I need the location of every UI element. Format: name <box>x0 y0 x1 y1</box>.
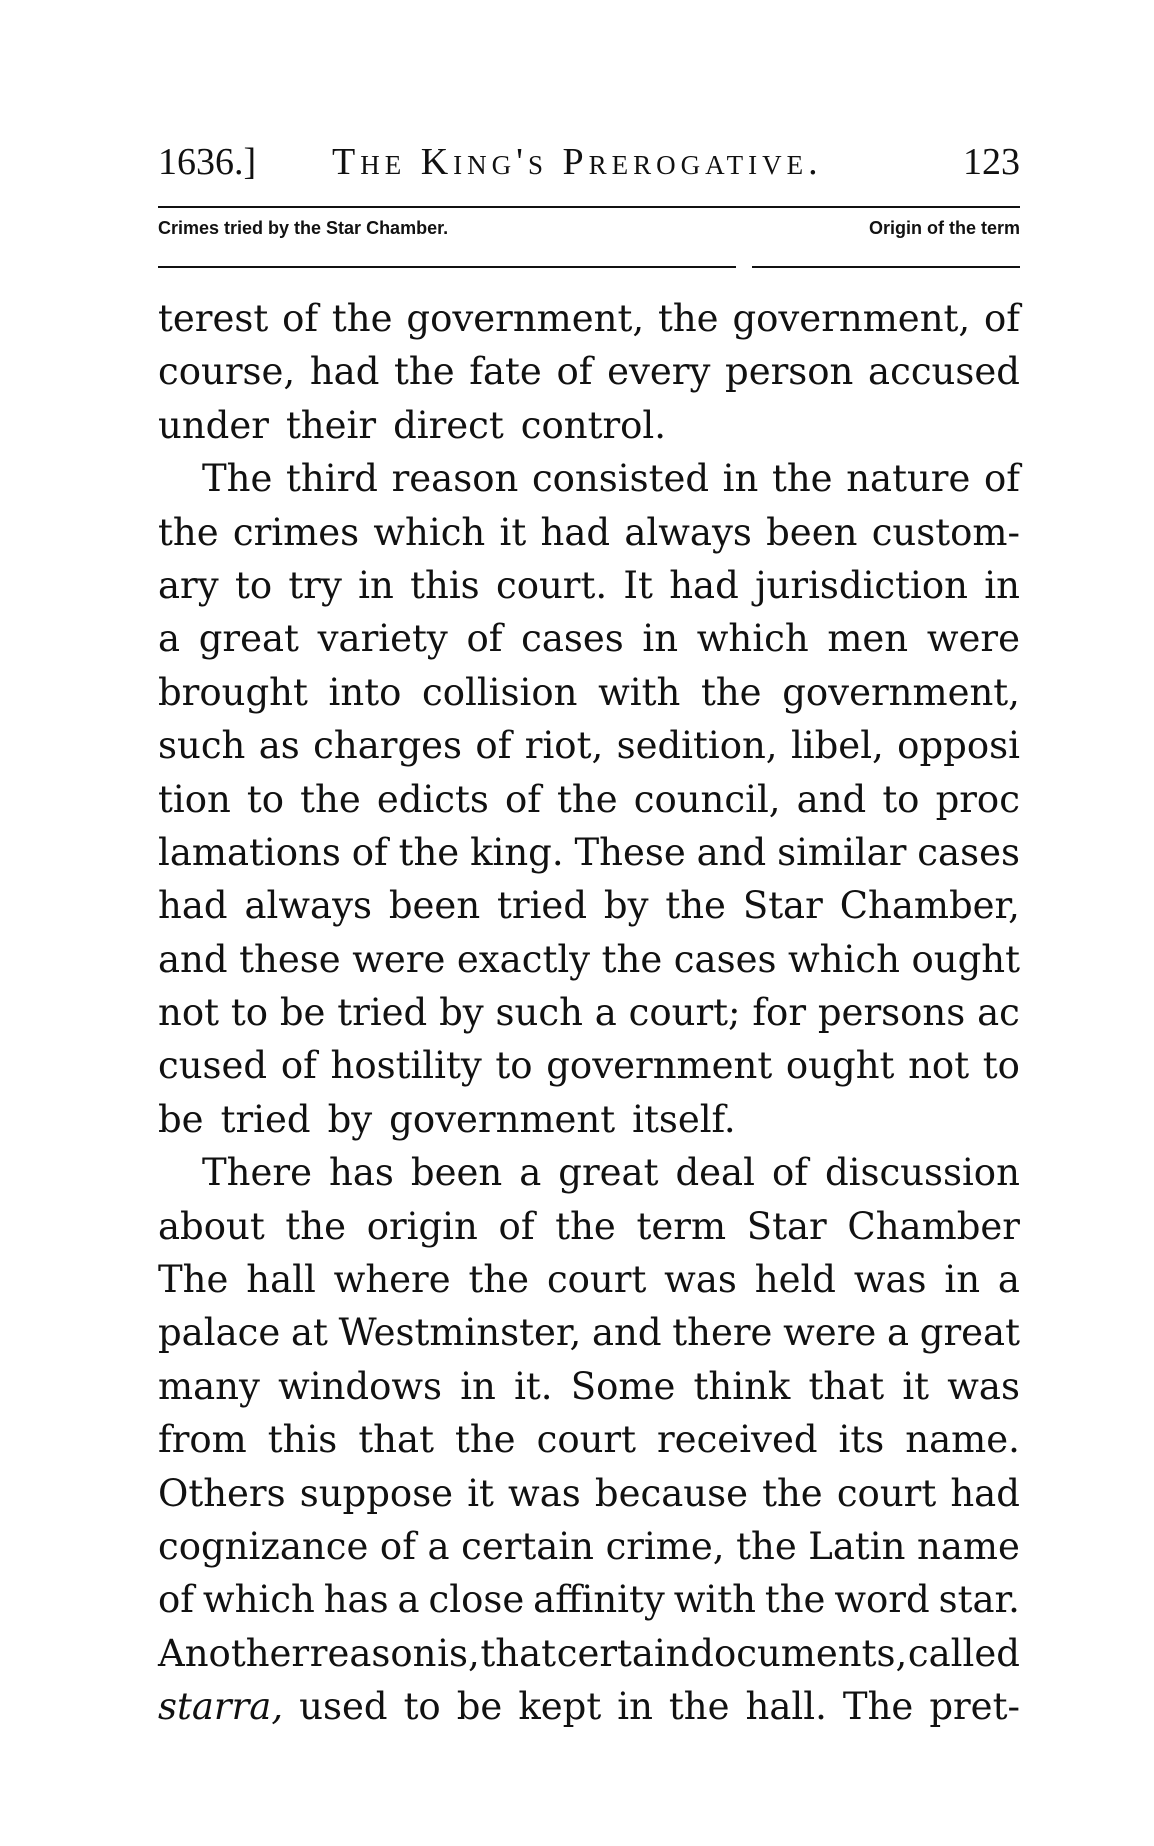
running-head-title: The King's Prerogative. <box>332 141 823 183</box>
sidenote-rule-right <box>752 266 1020 268</box>
text-line: and these were exactly the cases which ought <box>158 937 1020 981</box>
text-line: The hall where the court was held was in a <box>158 1258 1020 1302</box>
text-line: tion to the edicts of the council, and to proc <box>158 777 1020 821</box>
text-line: of which has a close affinity with the word star. <box>158 1578 1020 1622</box>
text-line: be tried by government itself. <box>158 1097 736 1141</box>
text-line: ary to try in this court. It had jurisdiction in <box>158 563 1020 607</box>
paragraph-start-line: The third reason consisted in the nature of <box>202 457 1020 501</box>
text-line: course, had the fate of every person accused <box>158 350 1020 394</box>
running-head-year: 1636.] <box>158 141 257 183</box>
text-line: not to be tried by such a court; for persons ac <box>158 991 1020 1035</box>
text-line: Another reason is, that certain documents, called <box>158 1631 1020 1675</box>
sidenote-left: Crimes tried by the Star Chamber. <box>158 218 449 238</box>
text-line: many windows in it. Some think that it was <box>158 1364 1020 1408</box>
body-text <box>158 292 1020 1734</box>
page-number: 123 <box>963 141 1020 183</box>
text-line: starra, used to be kept in the hall. The pret- <box>158 1685 1020 1729</box>
sidenote-rule-left <box>158 266 736 268</box>
text-line: had always been tried by the Star Chamber, <box>158 884 1020 928</box>
text-line: palace at Westminster, and there were a great <box>158 1311 1020 1355</box>
header-rule <box>158 206 1020 208</box>
sidenote-right: Origin of the term <box>868 218 1020 238</box>
running-head <box>158 136 1020 188</box>
text-line: about the origin of the term Star Chamber <box>158 1204 1020 1248</box>
text-line: cognizance of a certain crime, the Latin name <box>158 1524 1020 1568</box>
text-line: the crimes which it had always been custom- <box>158 510 1020 554</box>
text-line: from this that the court received its name. <box>158 1418 1020 1462</box>
text-line: such as charges of riot, sedition, libel, opposi <box>158 724 1020 768</box>
text-line: Others suppose it was because the court had <box>158 1471 1020 1515</box>
text-line: under their direct control. <box>158 403 667 447</box>
text-line: cused of hostility to government ought not to <box>158 1044 1020 1088</box>
text-line: a great variety of cases in which men were <box>158 617 1020 661</box>
text-line: brought into collision with the government, <box>158 670 1020 714</box>
text-line: lamations of the king. These and similar cases <box>158 830 1020 874</box>
paragraph-start-line: There has been a great deal of discussion <box>202 1151 1020 1195</box>
text-line: terest of the government, the government, of <box>158 297 1020 340</box>
